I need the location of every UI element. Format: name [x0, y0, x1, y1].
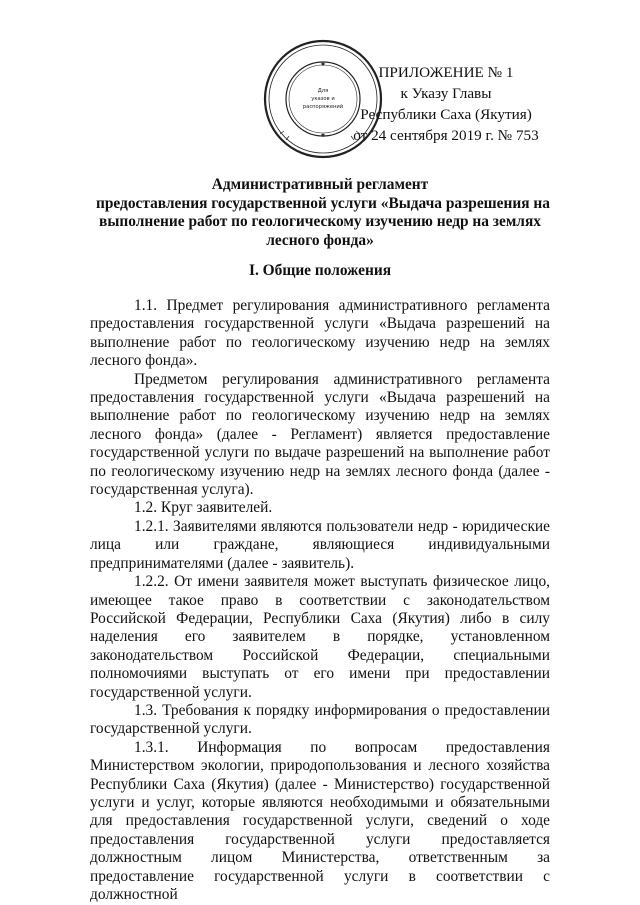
paragraph: 1.2.1. Заявителями являются пользователи недр - юридические лица или граждане, являющиеся индивидуальными предпринимателями (далее - заявитель). — [90, 517, 550, 572]
appendix-decree-ref: к Указу Главы — [400, 85, 492, 102]
svg-text:✱: ✱ — [320, 133, 326, 139]
document-body — [90, 297, 550, 904]
document-title — [96, 176, 550, 250]
paragraph: 1.2.2. От имени заявителя может выступать физическое лицо, имеющее такое право в соответствии с законодательством Российской Федерации, Республики Саха (Якутия) либо в силу наделения его заявителем в порядке, установленном законодательством Российской Федерации, специальными полномочиями выступать от его имени при предоставлении государственной услуги. — [90, 573, 550, 701]
appendix-block — [330, 62, 562, 146]
appendix-number: ПРИЛОЖЕНИЕ № 1 — [378, 64, 514, 81]
seal-center-line-3: распоряжений — [302, 104, 344, 110]
paragraph: Предметом регулирования административного регламента предоставления государственной услуги «Выдача разрешений на выполнение работ по геологическому изучению недр на землях лесного фонда» (далее - Регламент) является предоставление государственной услуги по выдаче разрешений на выполнение работ по геологическому изучению недр на землях лесного фонда (далее - государственная услуга). — [90, 370, 550, 499]
title-line-4: лесного фонда» — [266, 231, 374, 249]
title-line-2: предоставления государственной услуги «Выдача разрешения на — [96, 194, 550, 212]
paragraph: 1.3. Требования к порядку информирования о предоставлении государственной услуги. — [90, 701, 550, 738]
seal-center-line-2: указов и — [311, 96, 335, 102]
paragraph: 1.2. Круг заявителей. — [134, 499, 273, 517]
paragraph: 1.1. Предмет регулирования административного регламента предоставления государственной услуги «Выдача разрешений на выполнение работ по геологическому изучению недр на землях лесного фонда». — [90, 297, 550, 370]
section-heading: I. Общие положения — [248, 262, 392, 279]
appendix-date: от 24 сентября 2019 г. № 753 — [353, 127, 539, 144]
title-line-3: выполнение работ по геологическому изучению недр на землях — [99, 213, 541, 230]
title-line-1: Административный регламент — [211, 176, 429, 193]
appendix-republic: Республики Саха (Якутия) — [360, 106, 532, 123]
svg-text:✱: ✱ — [320, 62, 326, 68]
seal-center-line-1: Для — [317, 88, 329, 94]
paragraph: 1.3.1. Информация по вопросам предоставления Министерством экологии, природопользования и лесного хозяйства Республики Саха (Якутия) (далее - Министерство) государственной услуги и услуг, которые являются необходимыми и обязательными для предоставления государственной услуги, сведений о ходе предоставления государственной услуги предоставляется должностным лицом Министерства, ответственным за предоставление государственной услуги в соответствии с должностной — [90, 738, 550, 903]
